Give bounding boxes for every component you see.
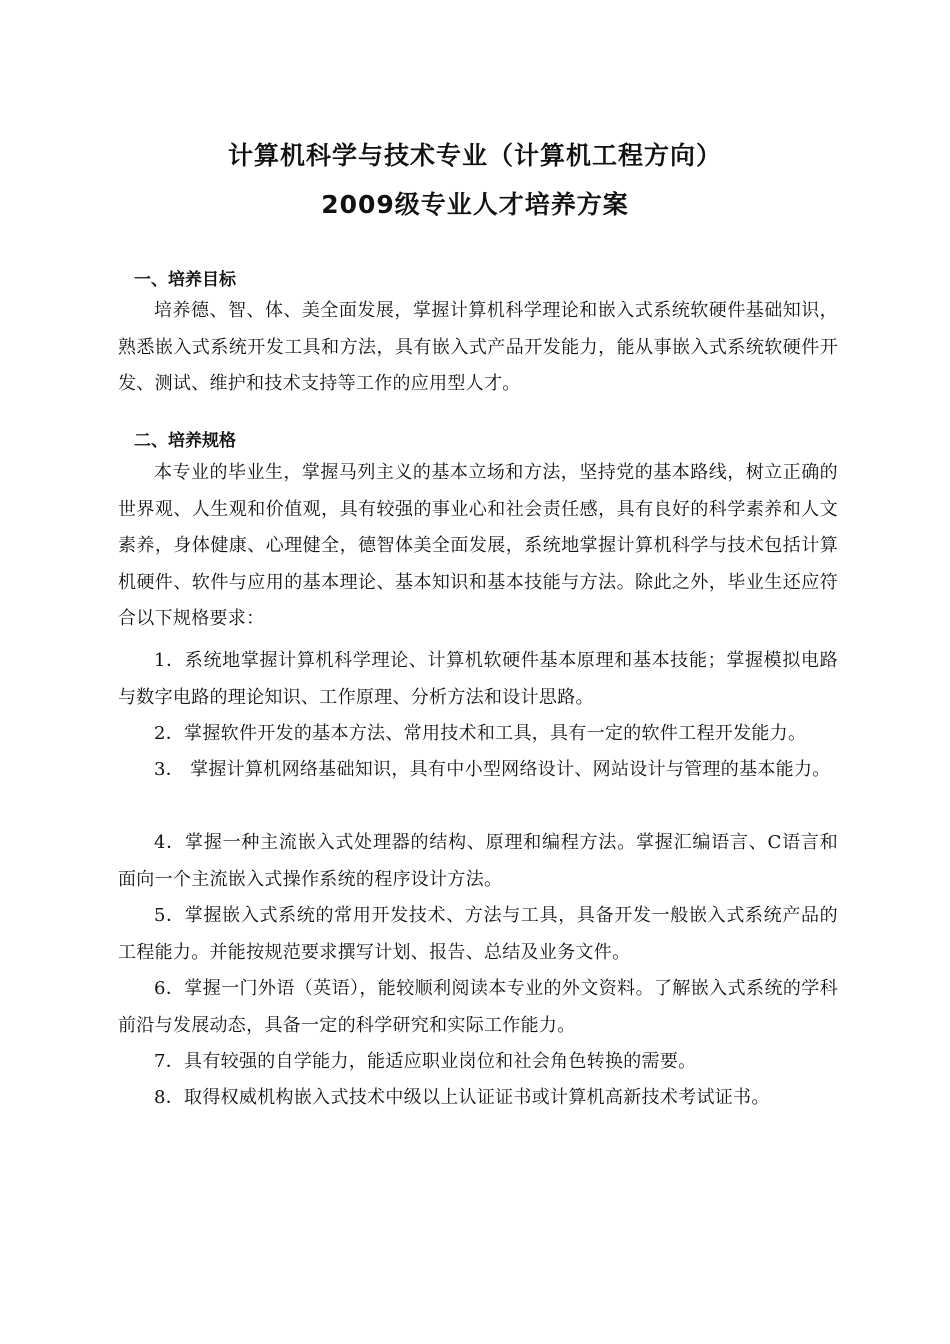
document-title: 计算机科学与技术专业（计算机工程方向） — [227, 141, 722, 170]
requirement-item: 1．系统地掌握计算机科学理论、计算机软硬件基本原理和基本技能；掌握模拟电路与数字电路的理论知识、工作原理、分析方法和设计思路。 — [118, 650, 838, 708]
document-subtitle: 2009级专业人才培养方案 — [321, 190, 629, 219]
requirement-item: 6．掌握一门外语（英语），能较顺利阅读本专业的外文资料。了解嵌入式系统的学科前沿与发展动态，具备一定的科学研究和实际工作能力。 — [118, 978, 838, 1036]
section-heading-goals: 一、培养目标 — [134, 270, 236, 290]
requirement-item: 7．具有较强的自学能力，能适应职业岗位和社会角色转换的需要。 — [154, 1051, 697, 1072]
section-intro-specs: 本专业的毕业生，掌握马列主义的基本立场和方法，坚持党的基本路线，树立正确的世界观、人生观和价值观，具有较强的事业心和社会责任感，具有良好的科学素养和人文素养，身体健康、心理健全，德智体美全面发展，系统地掌握计算机科学与技术包括计算机硬件、软件与应用的基本理论、基本知识和基本技能与方法。除此之外，毕业生还应符合以下规格要求： — [118, 462, 838, 629]
section-body-goals: 培养德、智、体、美全面发展，掌握计算机科学理论和嵌入式系统软硬件基础知识，熟悉嵌入式系统开发工具和方法，具有嵌入式产品开发能力，能从事嵌入式系统软硬件开发、测试、维护和技术支持等工作的应用型人才。 — [118, 300, 838, 394]
requirement-item: 2．掌握软件开发的基本方法、常用技术和工具，具有一定的软件工程开发能力。 — [154, 723, 807, 744]
section-heading-specs: 二、培养规格 — [134, 431, 236, 451]
requirement-item: 8．取得权威机构嵌入式技术中级以上认证证书或计算机高新技术考试证书。 — [154, 1087, 770, 1108]
requirement-item: 4．掌握一种主流嵌入式处理器的结构、原理和编程方法。掌握汇编语言、C语言和面向一个主流嵌入式操作系统的程序设计方法。 — [118, 832, 838, 890]
requirement-item: 5．掌握嵌入式系统的常用开发技术、方法与工具，具备开发一般嵌入式系统产品的工程能力。并能按规范要求撰写计划、报告、总结及业务文件。 — [118, 905, 838, 963]
requirement-item: 3． 掌握计算机网络基础知识，具有中小型网络设计、网站设计与管理的基本能力。 — [154, 759, 831, 780]
